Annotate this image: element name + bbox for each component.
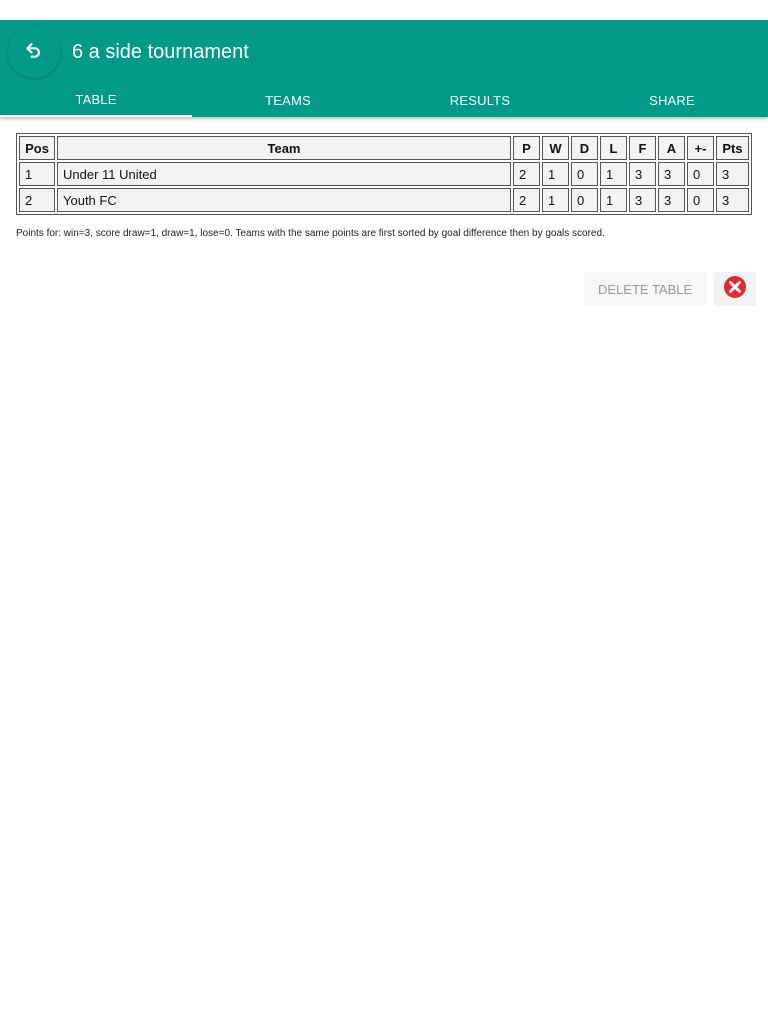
app-header [0, 20, 768, 117]
cell-team: Youth FC [57, 188, 511, 212]
cell-lost: 1 [600, 162, 627, 186]
delete-table-icon-button[interactable] [714, 272, 756, 306]
page-title: 6 a side tournament [72, 41, 249, 63]
column-header-for: F [629, 136, 656, 160]
delete-table-actions [584, 272, 756, 306]
table-row [19, 162, 749, 186]
cell-against: 3 [658, 162, 685, 186]
cell-for: 3 [629, 162, 656, 186]
tab-teams[interactable]: TEAMS [265, 92, 311, 108]
cell-points: 3 [716, 188, 749, 212]
undo-arrow-icon [24, 40, 44, 65]
tab-table[interactable]: TABLE [0, 83, 192, 117]
cell-goal-difference: 0 [687, 162, 714, 186]
cell-won: 1 [542, 188, 569, 212]
cell-pos: 1 [19, 162, 55, 186]
cell-team: Under 11 United [57, 162, 511, 186]
column-header-pos: Pos [19, 136, 55, 160]
column-header-points: Pts [716, 136, 749, 160]
cell-drawn: 0 [571, 188, 598, 212]
cell-goal-difference: 0 [687, 188, 714, 212]
column-header-won: W [542, 136, 569, 160]
table-row [19, 188, 749, 212]
table-header-row [19, 136, 749, 160]
column-header-played: P [513, 136, 540, 160]
cell-played: 2 [513, 188, 540, 212]
tab-share[interactable]: SHARE [649, 92, 695, 108]
column-header-team: Team [57, 136, 511, 160]
tab-results[interactable]: RESULTS [449, 92, 511, 108]
cell-played: 2 [513, 162, 540, 186]
status-bar [0, 0, 768, 20]
cell-lost: 1 [600, 188, 627, 212]
cell-points: 3 [716, 162, 749, 186]
column-header-drawn: D [571, 136, 598, 160]
column-header-lost: L [600, 136, 627, 160]
points-note: Points for: win=3, score draw=1, draw=1, lose=0. Teams with the same points are first sorted by goal difference then by goals scored. [16, 228, 605, 239]
tab-bar [0, 83, 768, 117]
league-table [16, 133, 752, 215]
cell-against: 3 [658, 188, 685, 212]
close-circle-icon [723, 275, 747, 304]
cell-drawn: 0 [571, 162, 598, 186]
cell-for: 3 [629, 188, 656, 212]
cell-won: 1 [542, 162, 569, 186]
back-button[interactable] [8, 26, 60, 78]
column-header-goal-difference: +- [687, 136, 714, 160]
column-header-against: A [658, 136, 685, 160]
delete-table-button[interactable]: DELETE TABLE [584, 272, 706, 306]
cell-pos: 2 [19, 188, 55, 212]
